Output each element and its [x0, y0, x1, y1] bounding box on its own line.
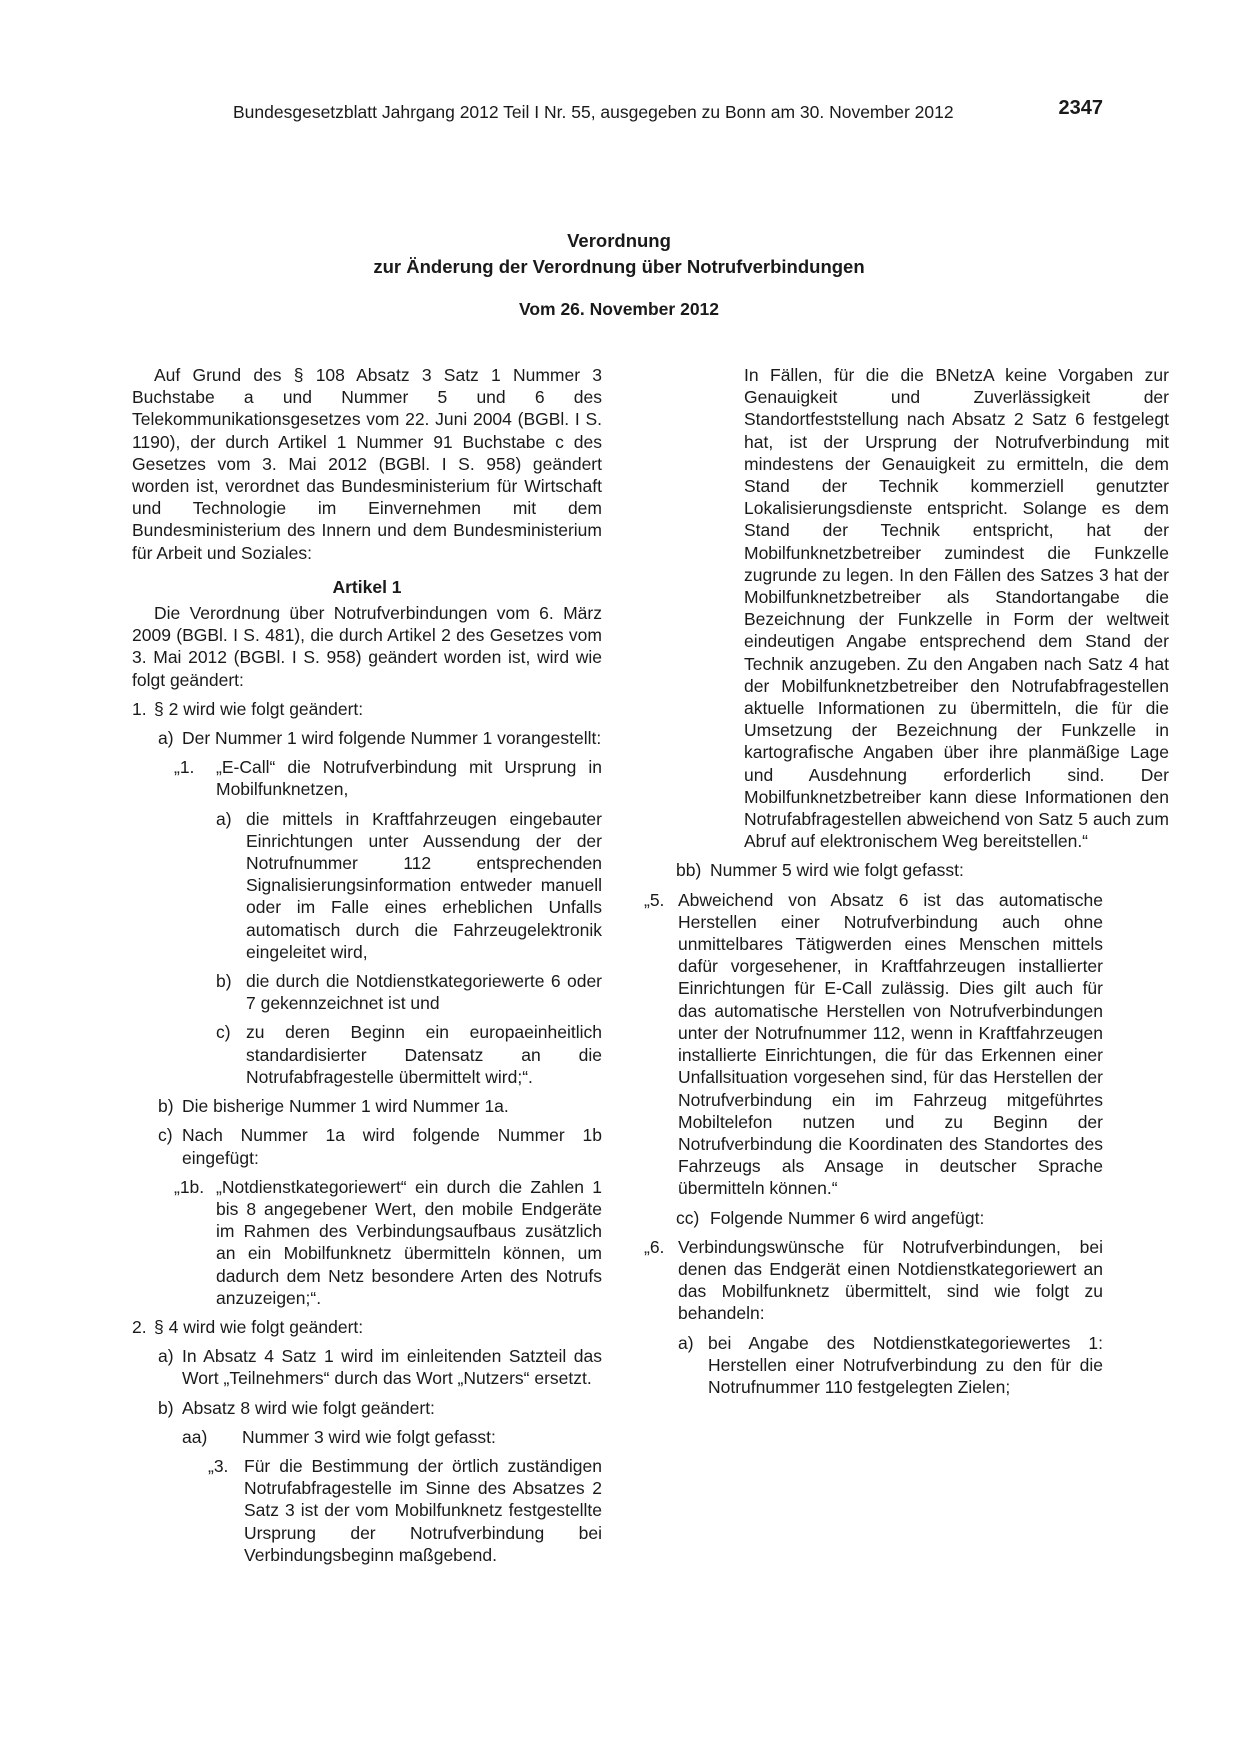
list-item	[132, 1455, 602, 1566]
list-item	[132, 808, 602, 963]
item-text: „Notdienstkategoriewert“ ein durch die Zahlen 1 bis 8 angegebener Wert, den mobile Endgeräte im Rahmen des Verbindungsaufbaus zusätzlich an ein Mobilfunknetz übermitteln können, um dadurch dem Netz besondere Arten des Notrufs anzuzeigen;“.	[216, 1176, 602, 1308]
list-item	[644, 1236, 1103, 1325]
item-label: „6.	[644, 1236, 665, 1257]
page-number: 2347	[1058, 97, 1103, 119]
item-text: bei Angabe des Notdienstkategoriewertes 1: Herstellen einer Notrufverbindung zu den für die Notrufnummer 110 festgelegten Zielen;	[708, 1332, 1103, 1397]
list-item	[132, 698, 602, 720]
item-label: 2.	[132, 1316, 147, 1337]
item-label: a)	[216, 808, 232, 829]
item-text: die mittels in Kraftfahrzeugen eingebauter Einrichtungen unter Aussendung der der Notrufnummer 112 entsprechenden Signalisierungsinformation entweder manuell oder im Falle eines erheblichen Unfalls automatisch durch die Fahrzeugelektronik eingeleitet wird,	[246, 808, 602, 962]
list-item	[132, 1345, 602, 1389]
running-header	[233, 97, 1103, 124]
item-label: b)	[158, 1096, 174, 1117]
list-item	[678, 1332, 1103, 1399]
item-text: Nach Nummer 1a wird folgende Nummer 1b eingefügt:	[182, 1125, 602, 1168]
item-text: Absatz 8 wird wie folgt geändert:	[182, 1397, 435, 1418]
list-item	[132, 1426, 602, 1448]
title-line-1: Verordnung	[567, 230, 671, 251]
left-column	[132, 364, 602, 1573]
list-item	[678, 859, 1103, 881]
article-heading: Artikel 1	[332, 576, 402, 597]
item-label: cc)	[676, 1207, 700, 1228]
item-label: b)	[216, 971, 232, 992]
item-text: Verbindungswünsche für Notrufverbindungen, bei denen das Endgerät einen Notdienstkategoriewert an das Mobilfunknetz übermittelt, sind wie folgt zu behandeln:	[678, 1236, 1103, 1324]
item-label: bb)	[676, 860, 702, 881]
preamble: Auf Grund des § 108 Absatz 3 Satz 1 Nummer 3 Buchstabe a und Nummer 5 und 6 des Telekommunikationsgesetzes vom 22. Juni 2004 (BGBl. I S. 1190), der durch Artikel 1 Nummer 91 Buchstabe c des Gesetzes vom 3. Mai 2012 (BGBl. I S. 958) geändert worden ist, verordnet das Bundesministerium für Wirtschaft und Technologie im Einvernehmen mit dem Bundesministerium des Innern und dem Bundesministerium für Arbeit und Soziales:	[132, 365, 602, 563]
item-label: b)	[158, 1397, 174, 1418]
item-text: Abweichend von Absatz 6 ist das automatische Herstellen einer Notrufverbindung auch ohne unmittelbares Tätigwerden eines Menschen mittels dafür vorgesehener, in Kraftfahrzeugen installierter Einrichtungen für E-Call zulässig. Dies gilt auch für das automatische Herstellen von Notrufverbindungen unter der Notrufnummer 112, wenn in Kraftfahrzeugen installierte Einrichtungen, die für das Erkennen einer Unfallsituation vorgesehen sind, für das Herstellen der Notrufverbindung ein im Fahrzeug mitgeführtes Mobiltelefon nutzen und zu Beginn der Notrufverbindung die Koordinaten des Standortes des Fahrzeugs als Ansage in deutscher Sprache übermitteln können.“	[678, 889, 1103, 1199]
list-item	[132, 970, 602, 1014]
list-item	[678, 1207, 1103, 1229]
item-label: c)	[216, 1022, 231, 1043]
list-item	[132, 1316, 602, 1338]
item-text: Nummer 5 wird wie folgt gefasst:	[710, 860, 964, 881]
item-label: „3.	[208, 1455, 229, 1476]
list-item	[132, 1095, 602, 1117]
item-text: die durch die Notdienstkategoriewerte 6 oder 7 gekennzeichnet ist und	[246, 971, 602, 1014]
item-label: c)	[158, 1125, 173, 1146]
item-text: Nummer 3 wird wie folgt gefasst:	[242, 1426, 496, 1447]
continuation-text	[678, 364, 1169, 852]
item-text: Folgende Nummer 6 wird angefügt:	[710, 1207, 985, 1228]
running-title: Bundesgesetzblatt Jahrgang 2012 Teil I Nr. 55, ausgegeben zu Bonn am 30. November 2012	[233, 102, 954, 122]
list-item	[132, 1397, 602, 1419]
list-item	[132, 756, 602, 800]
item-text: In Fällen, für die die BNetzA keine Vorgaben zur Genauigkeit und Zuverlässigkeit der Standortfeststellung nach Absatz 2 Satz 6 festgelegt hat, ist der Ursprung der Notrufverbindung mit mindestens der Genauigkeit zu ermitteln, die dem Stand der Technik kommerziell genutzter Lokalisierungsdienste entspricht. Solange es dem Stand der Technik entspricht, hat der Mobilfunknetzbetreiber zumindest die Funkzelle zugrunde zu legen. In den Fällen des Satzes 3 hat der Mobilfunknetzbetreiber als Standortangabe die Bezeichnung der Funkzelle in Form der weltweit eindeutigen Angabe entsprechend dem Stand der Technik anzugeben. Zu den Angaben nach Satz 4 hat der Mobilfunknetzbetreiber den Notrufabfragestellen aktuelle Informationen zu übermitteln, die für die Umsetzung der Bezeichnung der Funkzelle in kartografische Angaben über ihre planmäßige Lage und Ausdehnung erforderlich sind. Der Mobilfunknetzbetreiber kann diese Informationen den Notrufabfragestellen abweichend von Satz 5 auch zum Abruf auf elektronischem Weg bereitstellen.“	[744, 365, 1169, 852]
item-label: a)	[678, 1332, 694, 1353]
document-date: Vom 26. November 2012	[518, 299, 720, 319]
list-item	[644, 889, 1103, 1200]
item-text: Die bisherige Nummer 1 wird Nummer 1a.	[182, 1096, 509, 1117]
item-label: „1b.	[174, 1176, 205, 1197]
item-text: zu deren Beginn ein europaeinheitlich standardisierter Datensatz an die Notrufabfragestelle übermittelt wird;“.	[246, 1022, 602, 1087]
list-item	[132, 1124, 602, 1168]
item-text: In Absatz 4 Satz 1 wird im einleitenden Satzteil das Wort „Teilnehmers“ durch das Wort „Nutzers“ ersetzt.	[182, 1346, 602, 1389]
item-text: Der Nummer 1 wird folgende Nummer 1 vorangestellt:	[182, 728, 602, 749]
document-title	[233, 228, 1005, 280]
item-text: § 4 wird wie folgt geändert:	[154, 1316, 364, 1337]
item-label: 1.	[132, 698, 147, 719]
list-item	[132, 1176, 602, 1309]
list-item	[132, 727, 602, 749]
item-label: a)	[158, 1346, 174, 1367]
item-text: § 2 wird wie folgt geändert:	[154, 698, 364, 719]
item-label: a)	[158, 728, 174, 749]
item-label: „1.	[174, 757, 195, 778]
list-item	[132, 1021, 602, 1088]
item-text: Für die Bestimmung der örtlich zuständigen Notrufabfragestelle im Sinne des Absatzes 2 Satz 3 ist der vom Mobilfunknetz festgestellte Ursprung der Notrufverbindung bei Verbindungsbeginn maßgebend.	[244, 1455, 602, 1565]
item-text: „E-Call“ die Notrufverbindung mit Ursprung in Mobilfunknetzen,	[216, 757, 602, 800]
article-intro: Die Verordnung über Notrufverbindungen vom 6. März 2009 (BGBl. I S. 481), die durch Artikel 2 des Gesetzes vom 3. Mai 2012 (BGBl. I S. 958) geändert worden ist, wird wie folgt geändert:	[132, 603, 602, 690]
item-label: aa)	[182, 1426, 208, 1447]
item-label: „5.	[644, 889, 665, 910]
right-column	[644, 364, 1169, 1405]
title-line-2: zur Änderung der Verordnung über Notrufverbindungen	[373, 256, 865, 277]
